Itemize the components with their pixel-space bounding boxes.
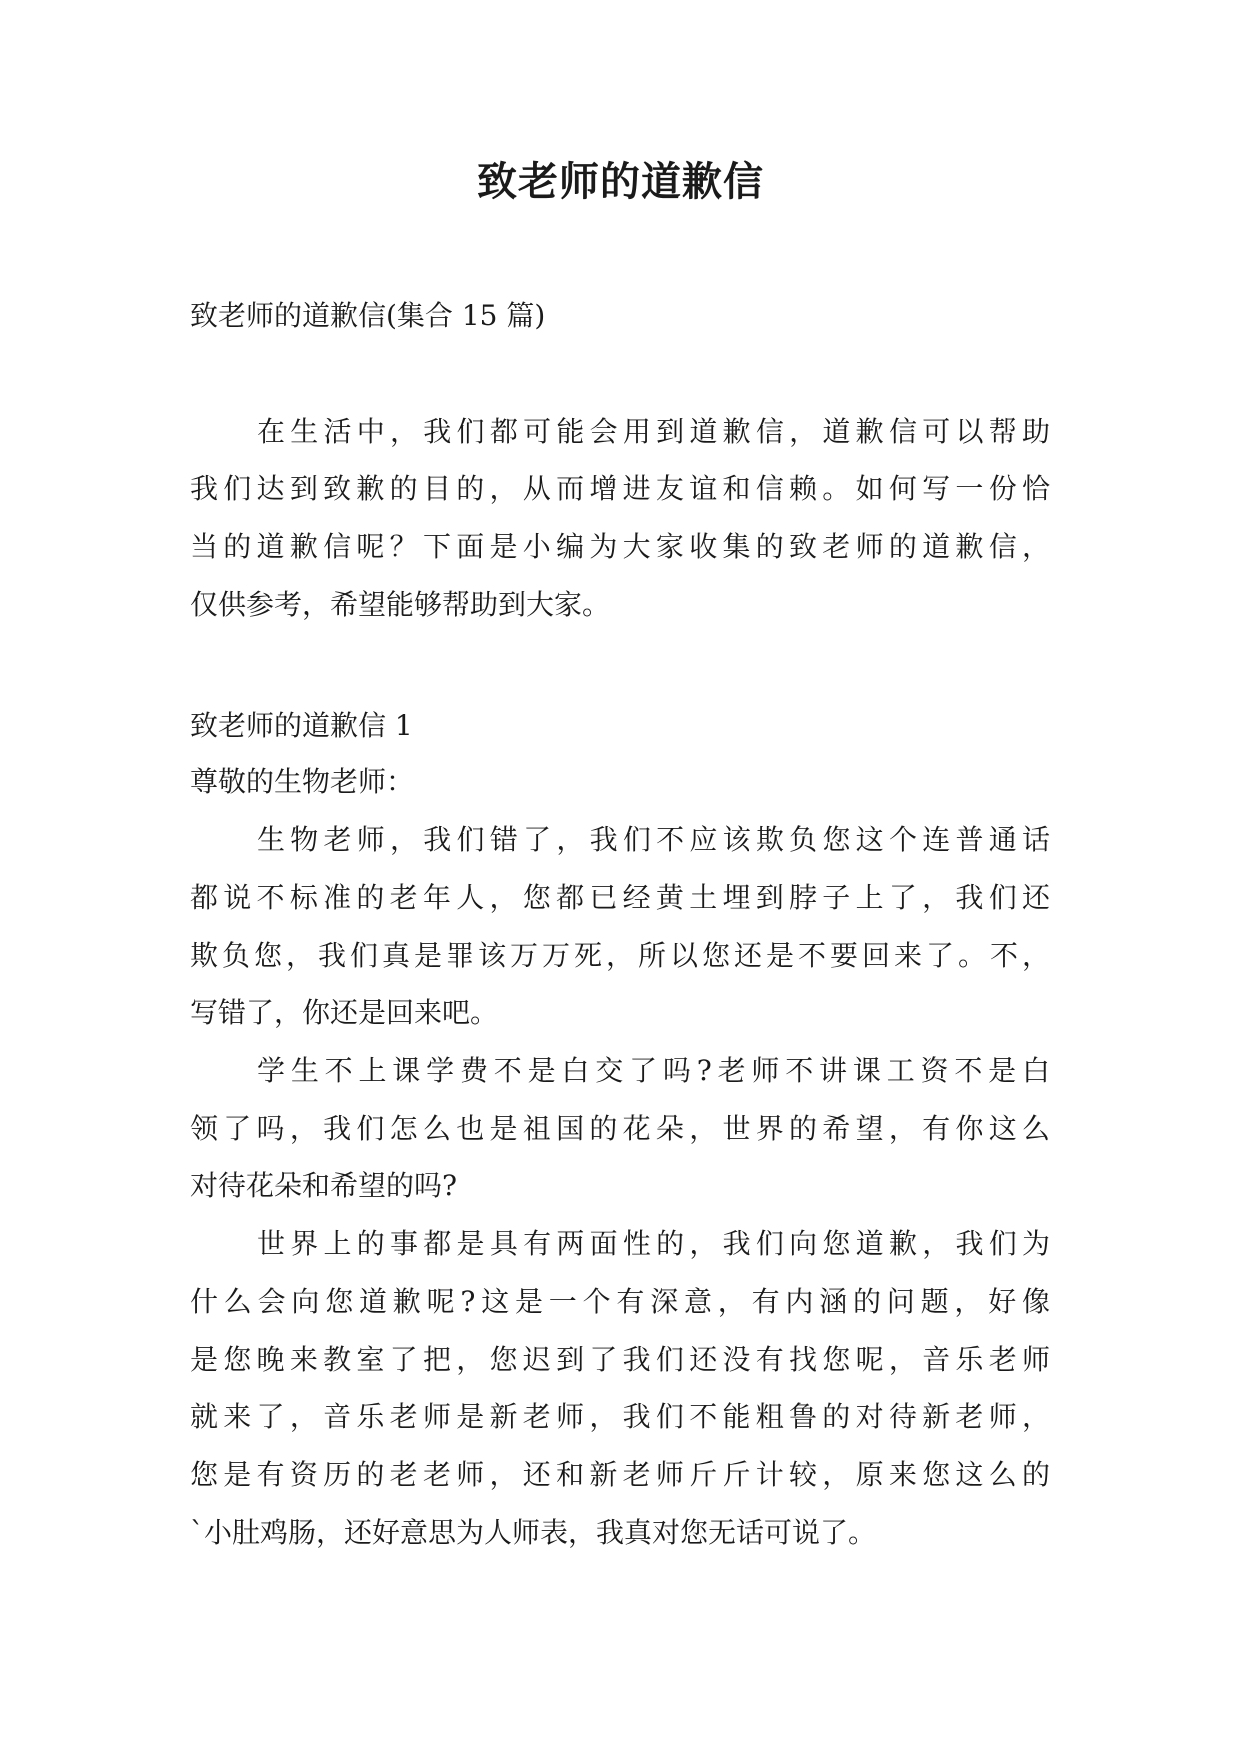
letter-heading: 致老师的道歉信 1 (190, 709, 413, 742)
paragraph-line: 就来了，音乐老师是新老师，我们不能粗鲁的对待新老师， (190, 1400, 1050, 1433)
paragraph-line: 什么会向您道歉呢?这是一个有深意，有内涵的问题，好像 (190, 1285, 1050, 1318)
intro-line: 我们达到致歉的目的，从而增进友谊和信赖。如何写一份恰 (190, 472, 1050, 505)
paragraph-line: 学生不上课学费不是白交了吗?老师不讲课工资不是白 (257, 1054, 1050, 1087)
document-subtitle: 致老师的道歉信(集合 15 篇) (190, 299, 546, 332)
intro-line: 在生活中，我们都可能会用到道歉信，道歉信可以帮助 (257, 415, 1050, 448)
paragraph-line: 欺负您，我们真是罪该万万死，所以您还是不要回来了。不， (190, 939, 1050, 972)
paragraph-line: `小肚鸡肠，还好意思为人师表，我真对您无话可说了。 (190, 1516, 877, 1549)
paragraph-line: 领了吗，我们怎么也是祖国的花朵，世界的希望，有你这么 (190, 1112, 1050, 1145)
document-title: 致老师的道歉信 (477, 158, 764, 205)
intro-line: 当的道歉信呢？下面是小编为大家收集的致老师的道歉信， (190, 530, 1050, 563)
paragraph-line: 世界上的事都是具有两面性的，我们向您道歉，我们为 (257, 1227, 1050, 1260)
paragraph-line: 生物老师，我们错了，我们不应该欺负您这个连普通话 (257, 823, 1050, 856)
paragraph-line: 您是有资历的老老师，还和新老师斤斤计较，原来您这么的 (190, 1458, 1050, 1491)
letter-salutation: 尊敬的生物老师： (190, 765, 415, 798)
paragraph-line: 对待花朵和希望的吗? (190, 1169, 458, 1202)
paragraph-line: 都说不标准的老年人，您都已经黄土埋到脖子上了，我们还 (190, 881, 1050, 914)
paragraph-line: 写错了，你还是回来吧。 (190, 996, 499, 1029)
intro-line: 仅供参考，希望能够帮助到大家。 (190, 588, 611, 621)
paragraph-line: 是您晚来教室了把，您迟到了我们还没有找您呢，音乐老师 (190, 1343, 1050, 1376)
